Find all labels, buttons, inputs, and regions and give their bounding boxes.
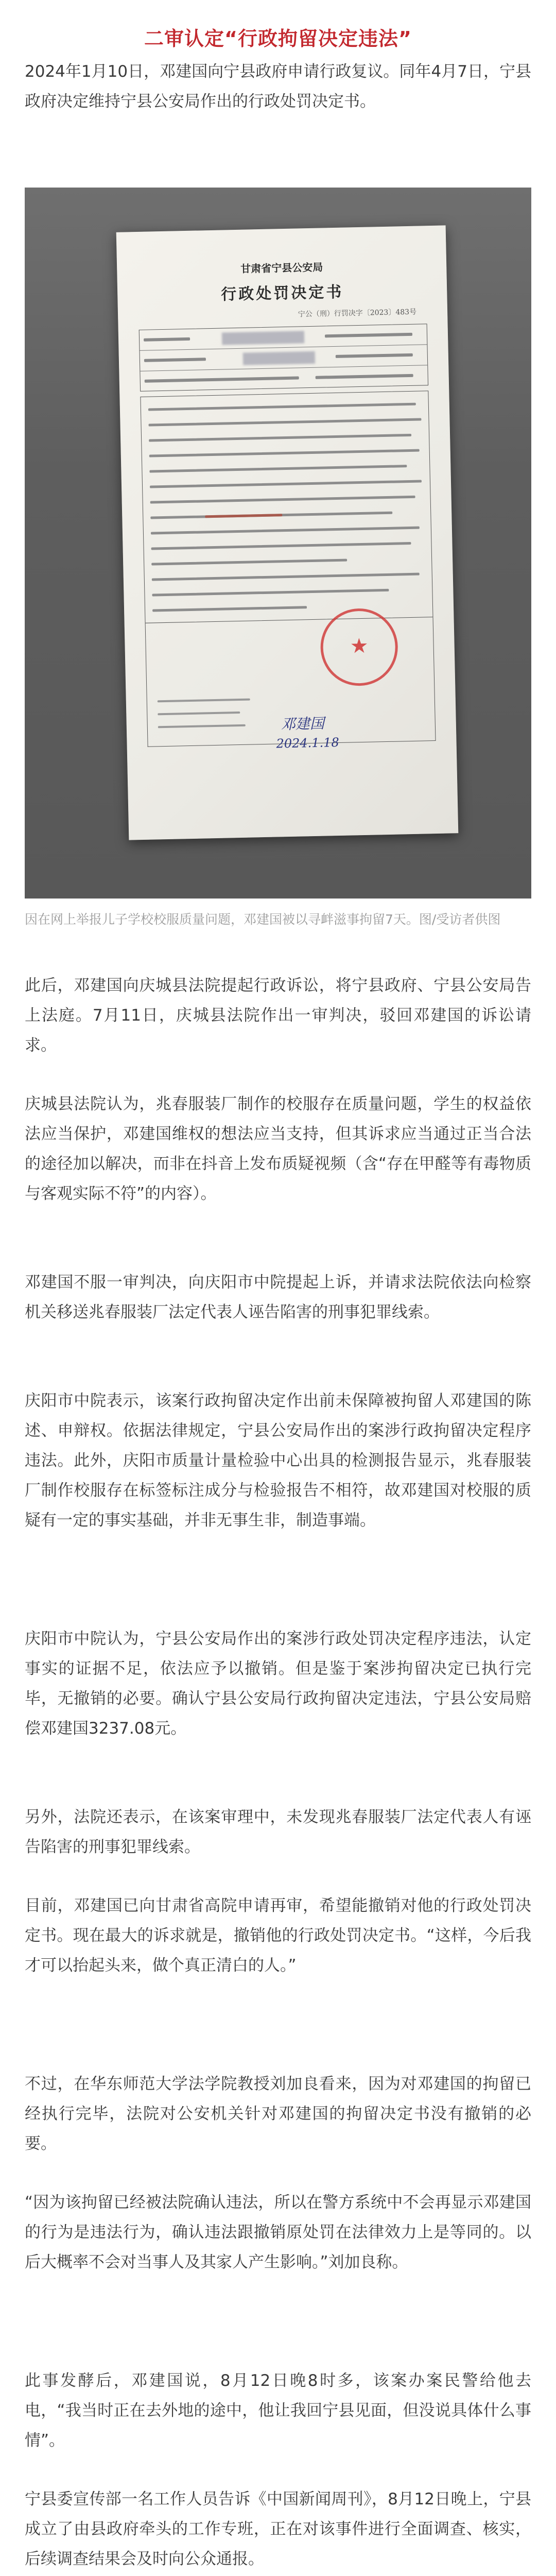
paragraph-8: 目前，邓建国已向甘肃省高院申请再审，希望能撤销对他的行政处罚决定书。现在最大的诉求就是，撤销他的行政处罚决定书。“这样，今后我才可以抬起头来，做个真正清白的人。” xyxy=(25,1896,531,1975)
document-sign-date: 2024.1.18 xyxy=(276,735,339,751)
photo-caption: 因在网上举报儿子学校校服质量问题，邓建国被以寻衅滋事拘留7天。图/受访者供图 xyxy=(25,912,501,927)
paragraph-2: 此后，邓建国向庆城县法院提起行政诉讼，将宁县政府、宁县公安局告上法庭。7月11日，庆城县法院作出一审判决，驳回邓建国的诉讼请求。 xyxy=(25,976,531,1055)
document-agency: 甘肃省宁县公安局 xyxy=(240,261,323,275)
penalty-decision-document xyxy=(116,225,459,840)
document-number: 宁公（刑）行罚决字〔2023〕483号 xyxy=(298,308,417,319)
paragraph-7: 另外，法院还表示，在该案审理中，未发现兆春服装厂法定代表人有诬告陷害的刑事犯罪线索。 xyxy=(25,1808,531,1856)
paragraph-12: 宁县委宣传部一名工作人员告诉《中国新闻周刊》，8月12日晚上，宁县成立了由县政府牵头的工作专班，正在对该事件进行全面调查、核实，后续调查结果会及时向公众通报。 xyxy=(25,2490,531,2568)
document-photo xyxy=(25,188,531,899)
section-title: 二审认定“行政拘留决定违法” xyxy=(144,27,412,50)
paragraph-3: 庆城县法院认为，兆春服装厂制作的校服存在质量问题，学生的权益依法应当保护，邓建国维权的想法应当支持，但其诉求应当通过正当合法的途径加以解决，而非在抖音上发布质疑视频（含“存在甲醛等有毒物质与客观实际不符”的内容）。 xyxy=(25,1095,531,1203)
paragraph-6: 庆阳市中院认为，宁县公安局作出的案涉行政处罚决定程序违法，认定事实的证据不足，依法应予以撤销。但是鉴于案涉拘留决定已执行完毕，无撤销的必要。确认宁县公安局行政拘留决定违法，宁县公安局赔偿邓建国3237.08元。 xyxy=(25,1630,531,1738)
paragraph-9: 不过，在华东师范大学法学院教授刘加良看来，因为对邓建国的拘留已经执行完毕，法院对公安机关针对邓建国的拘留决定书没有撤销的必要。 xyxy=(25,2075,531,2153)
document-title: 行政处罚决定书 xyxy=(220,283,344,304)
document-signature: 邓建国 xyxy=(281,715,325,733)
document-body-text xyxy=(140,391,433,623)
paragraph-10: “因为该拘留已经被法院确认违法，所以在警方系统中不会再显示邓建国的行为是违法行为，确认违法跟撤销原处罚在法律效力上是等同的。以后大概率不会对当事人及其家人产生影响。”刘加良称。 xyxy=(25,2193,531,2272)
document-party-table xyxy=(139,324,428,392)
paragraph-5: 庆阳市中院表示，该案行政拘留决定作出前未保障被拘留人邓建国的陈述、申辩权。依据法律规定，宁县公安局作出的案涉行政拘留决定程序违法。此外，庆阳市质量计量检验中心出具的检测报告显示，兆春服装厂制作校服存在标签标注成分与检验报告不相符，故邓建国对校服的质疑有一定的事实基础，并非无事生非，制造事端。 xyxy=(25,1392,531,1530)
paragraph-4: 邓建国不服一审判决，向庆阳市中院提起上诉，并请求法院依法向检察机关移送兆春服装厂法定代表人诬告陷害的刑事犯罪线索。 xyxy=(25,1273,531,1321)
seal-star-icon: ★ xyxy=(350,634,369,658)
paragraph-1: 2024年1月10日，邓建国向宁县政府申请行政复议。同年4月7日，宁县政府决定维持宁县公安局作出的行政处罚决定书。 xyxy=(25,62,531,111)
paragraph-11: 此事发酵后，邓建国说，8月12日晚8时多，该案办案民警给他去电，“我当时正在去外地的途中，他让我回宁县见面，但没说具体什么事情”。 xyxy=(25,2371,531,2450)
